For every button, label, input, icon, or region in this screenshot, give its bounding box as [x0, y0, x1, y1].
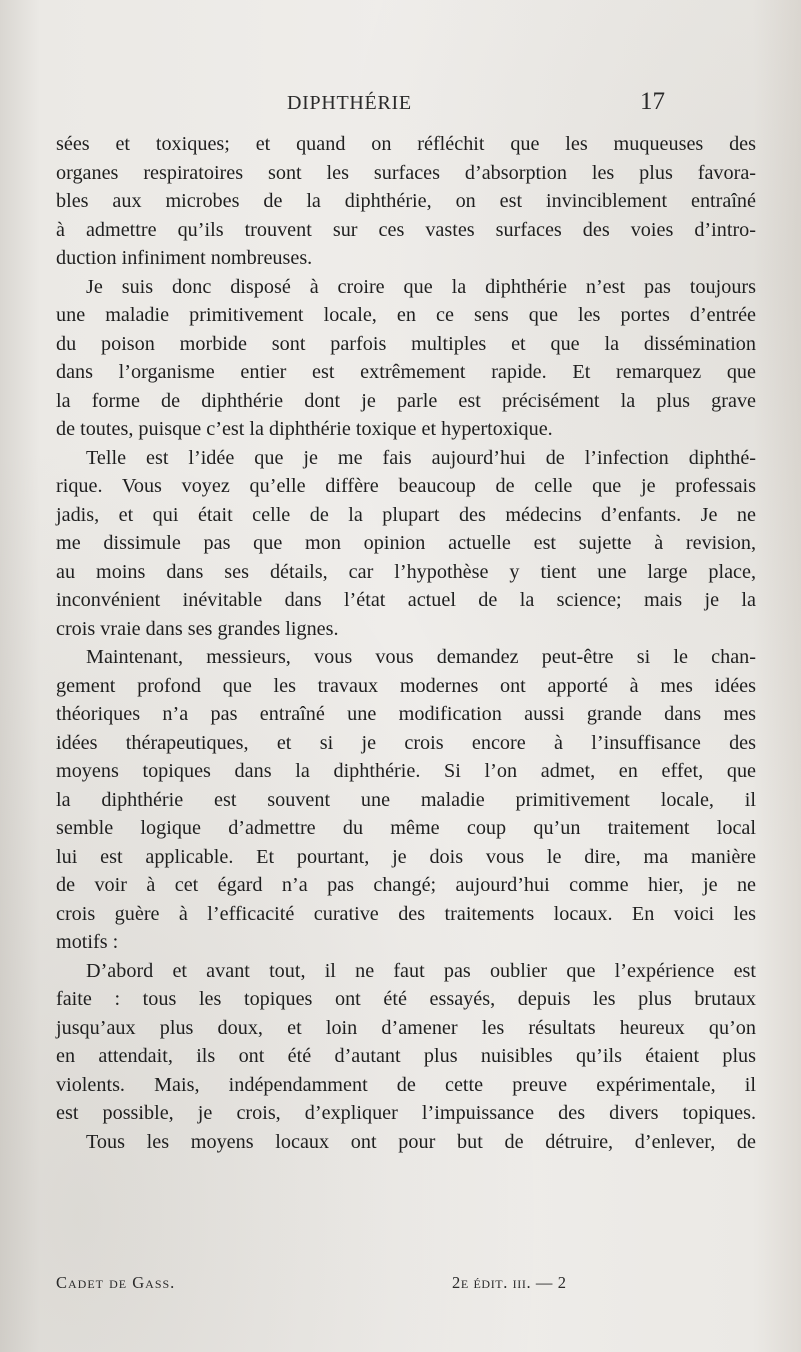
- text-line: au moins dans ses détails, car l’hypothèse y tient une large place,: [56, 560, 756, 583]
- text-line: Telle est l’idée que je me fais aujourd’hui de l’infection diphthé-: [86, 446, 756, 469]
- text-line: théoriques n’a pas entraîné une modification aussi grande dans mes: [56, 703, 756, 725]
- text-line: est possible, je crois, d’expliquer l’impuissance des divers topiques.: [56, 1102, 756, 1124]
- text-line: inconvénient inévitable dans l’état actuel de la science; mais je la: [56, 589, 756, 611]
- text-line: rique. Vous voyez qu’elle diffère beaucoup de celle que je professais: [56, 475, 756, 497]
- text-line: lui est applicable. Et pourtant, je dois vous le dire, ma manière: [56, 845, 756, 868]
- text-line: de voir à cet égard n’a pas changé; aujourd’hui comme hier, je ne: [56, 874, 756, 896]
- text-line: Je suis donc disposé à croire que la diphthérie n’est pas toujours: [86, 275, 756, 298]
- text-line: crois guère à l’efficacité curative des traitements locaux. En voici les: [56, 902, 756, 925]
- text-line: la diphthérie est souvent une maladie primitivement locale, il: [56, 788, 756, 811]
- publisher-imprint: Cadet de Gass.: [56, 1273, 176, 1292]
- text-line: idées thérapeutiques, et si je crois encore à l’insuffisance des: [56, 731, 756, 754]
- text-line: de toutes, puisque c’est la diphthérie toxique et hypertoxique.: [56, 418, 553, 440]
- text-line: moyens topiques dans la diphthérie. Si l’on admet, en effet, que: [56, 760, 756, 782]
- text-line: organes respiratoires sont les surfaces d’absorption les plus favora-: [56, 161, 756, 184]
- text-line: motifs :: [56, 931, 119, 953]
- text-line: jusqu’aux plus doux, et loin d’amener les résultats heureux qu’on: [56, 1016, 756, 1039]
- text-line: violents. Mais, indépendamment de cette preuve expérimentale, il: [56, 1073, 756, 1096]
- text-line: D’abord et avant tout, il ne faut pas oublier que l’expérience est: [86, 959, 756, 982]
- text-line: duction infiniment nombreuses.: [56, 247, 313, 269]
- text-line: une maladie primitivement locale, en ce sens que les portes d’entrée: [56, 304, 756, 326]
- text-line: crois vraie dans ses grandes lignes.: [56, 617, 339, 640]
- text-line: semble logique d’admettre du même coup qu’un traitement local: [56, 817, 756, 839]
- page-number: 17: [640, 88, 665, 115]
- signature-mark: 2e édit. iii. — 2: [452, 1273, 567, 1292]
- text-line: me dissimule pas que mon opinion actuelle est sujette à revision,: [56, 532, 756, 554]
- body-text: [56, 130, 756, 1156]
- text-line: la forme de diphthérie dont je parle est précisément la plus grave: [56, 389, 756, 412]
- running-title: DIPHTHÉRIE: [287, 92, 412, 114]
- text-line: à admettre qu’ils trouvent sur ces vastes surfaces des voies d’intro-: [56, 218, 756, 241]
- text-line: dans l’organisme entier est extrêmement rapide. Et remarquez que: [56, 361, 756, 383]
- page-header: [0, 88, 801, 118]
- text-line: Maintenant, messieurs, vous vous demandez peut-être si le chan-: [86, 646, 756, 668]
- text-line: bles aux microbes de la diphthérie, on est invinciblement entraîné: [56, 190, 756, 212]
- text-line: en attendait, ils ont été d’autant plus nuisibles qu’ils étaient plus: [56, 1045, 756, 1067]
- page-footer: [0, 1273, 801, 1303]
- text-line: sées et toxiques; et quand on réfléchit que les muqueuses des: [56, 133, 756, 155]
- text-line: gement profond que les travaux modernes ont apporté à mes idées: [56, 674, 756, 697]
- text-line: du poison morbide sont parfois multiples et que la dissémination: [56, 332, 756, 355]
- text-line: jadis, et qui était celle de la plupart des médecins d’enfants. Je ne: [56, 503, 756, 526]
- text-line: Tous les moyens locaux ont pour but de détruire, d’enlever, de: [86, 1130, 756, 1153]
- text-line: faite : tous les topiques ont été essayés, depuis les plus brutaux: [56, 988, 756, 1010]
